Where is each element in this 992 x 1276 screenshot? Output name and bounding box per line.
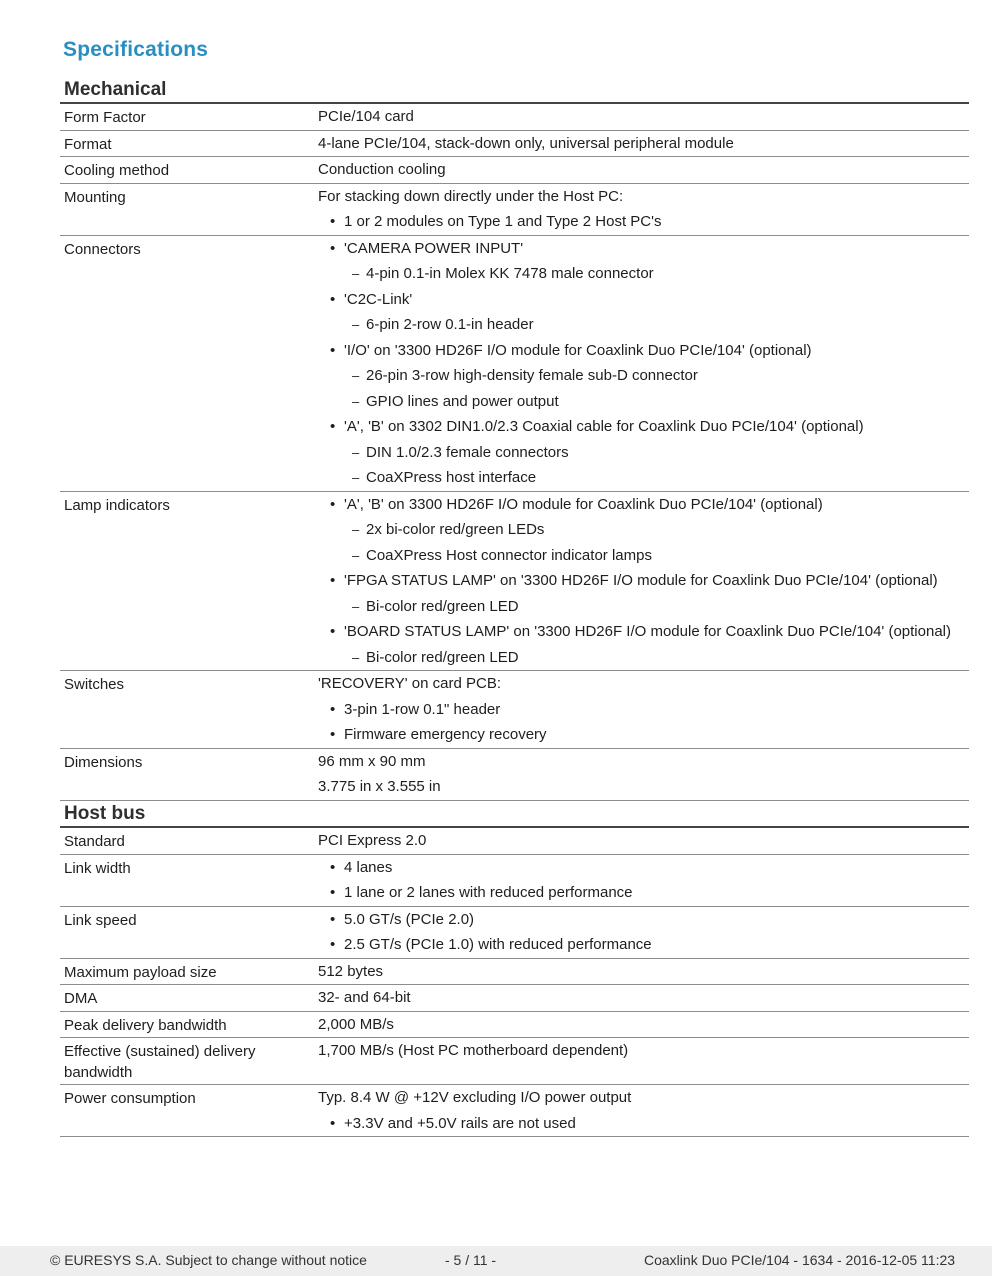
bullet-item: • 3-pin 1-row 0.1" header: [318, 697, 969, 723]
spec-label: Cooling method: [64, 162, 170, 179]
spec-label: Effective (sustained) delivery bandwidth: [64, 1043, 256, 1081]
spec-value: 4-lane PCIe/104, stack-down only, universal peripheral module: [318, 134, 734, 152]
spec-label: Peak delivery bandwidth: [64, 1016, 227, 1034]
sub-item: – 2x bi-color red/green LEDs: [318, 517, 969, 543]
spec-values: [318, 907, 969, 958]
bullet-item: • 1 lane or 2 lanes with reduced performance: [318, 880, 969, 906]
spec-label: Maximum payload size: [64, 963, 217, 981]
spec-row: [60, 907, 969, 959]
spec-row: [60, 828, 969, 855]
spec-label: Format: [64, 135, 112, 153]
spec-value: 32- and 64-bit: [318, 989, 411, 1006]
page-footer: [0, 1246, 992, 1276]
spec-value: 1,700 MB/s (Host PC motherboard dependent): [318, 1042, 629, 1059]
section-heading: Mechanical: [60, 78, 969, 104]
spec-value: 'RECOVERY' on card PCB:: [318, 675, 502, 692]
section-host-bus: [60, 802, 969, 1137]
spec-value: 96 mm x 90 mm: [318, 752, 426, 770]
spec-values: [318, 492, 969, 671]
sub-item: – 26-pin 3-row high-density female sub-D connector: [318, 363, 969, 389]
bullet-item: • 1 or 2 modules on Type 1 and Type 2 Host PC's: [318, 209, 969, 235]
spec-value: Conduction cooling: [318, 161, 446, 178]
spec-row: [60, 985, 969, 1012]
spec-values: [318, 131, 969, 157]
sub-item: – Bi-color red/green LED: [318, 645, 969, 671]
spec-row: [60, 131, 969, 158]
sub-item: – 4-pin 0.1-in Molex KK 7478 male connector: [318, 261, 969, 287]
spec-row: [60, 236, 969, 492]
spec-values: [318, 1085, 969, 1136]
spec-table: [60, 104, 969, 801]
sub-item: – 6-pin 2-row 0.1-in header: [318, 312, 969, 338]
spec-row: [60, 671, 969, 749]
spec-row: [60, 157, 969, 184]
spec-values: [318, 1038, 969, 1084]
spec-value: Typ. 8.4 W @ +12V excluding I/O power output: [318, 1089, 632, 1106]
spec-value: PCI Express 2.0: [318, 832, 427, 849]
spec-values: [318, 828, 969, 854]
spec-row: [60, 184, 969, 236]
spec-values: [318, 985, 969, 1011]
spec-label: Switches: [64, 676, 125, 693]
spec-value: 3.775 in x 3.555 in: [318, 778, 441, 795]
bullet-item: • 'A', 'B' on 3300 HD26F I/O module for Coaxlink Duo PCIe/104' (optional): [318, 492, 969, 518]
sub-item: – DIN 1.0/2.3 female connectors: [318, 440, 969, 466]
sub-item: – CoaXPress host interface: [318, 465, 969, 491]
spec-value: For stacking down directly under the Host PC:: [318, 187, 624, 205]
page-title: Specifications: [63, 38, 209, 61]
footer-page-number: - 5 / 11 -: [445, 1252, 497, 1268]
spec-label: Form Factor: [64, 109, 146, 126]
spec-values: [318, 855, 969, 906]
bullet-item: • +3.3V and +5.0V rails are not used: [318, 1111, 969, 1137]
spec-row: [60, 1012, 969, 1039]
footer-document-id: Coaxlink Duo PCIe/104 - 1634 - 2016-12-05 11:23: [644, 1252, 956, 1268]
sub-item: – CoaXPress Host connector indicator lamps: [318, 543, 969, 569]
spec-values: [318, 236, 969, 491]
spec-row: [60, 1038, 969, 1085]
sub-item: – Bi-color red/green LED: [318, 594, 969, 620]
spec-label: Standard: [64, 833, 125, 850]
bullet-item: • 'CAMERA POWER INPUT': [318, 236, 969, 262]
spec-row: [60, 959, 969, 986]
bullet-item: • 2.5 GT/s (PCIe 1.0) with reduced performance: [318, 932, 969, 958]
bullet-item: • 5.0 GT/s (PCIe 2.0): [318, 907, 969, 933]
section-heading: Host bus: [60, 802, 969, 828]
bullet-item: • 'A', 'B' on 3302 DIN1.0/2.3 Coaxial cable for Coaxlink Duo PCIe/104' (optional): [318, 414, 969, 440]
spec-values: [318, 749, 969, 800]
spec-row: [60, 855, 969, 907]
spec-values: [318, 157, 969, 183]
spec-row: [60, 1085, 969, 1137]
spec-value: 2,000 MB/s: [318, 1015, 394, 1033]
spec-label: Dimensions: [64, 753, 143, 771]
sub-item: – GPIO lines and power output: [318, 389, 969, 415]
spec-row: [60, 104, 969, 131]
spec-label: Link width: [64, 859, 131, 877]
spec-table: [60, 828, 969, 1137]
bullet-item: • 'FPGA STATUS LAMP' on '3300 HD26F I/O module for Coaxlink Duo PCIe/104' (optional): [318, 568, 969, 594]
bullet-item: • 'C2C-Link': [318, 287, 969, 313]
spec-values: [318, 671, 969, 748]
bullet-item: • 4 lanes: [318, 855, 969, 881]
bullet-item: • 'I/O' on '3300 HD26F I/O module for Coaxlink Duo PCIe/104' (optional): [318, 338, 969, 364]
spec-values: [318, 1012, 969, 1038]
spec-values: [318, 104, 969, 130]
spec-label: DMA: [64, 990, 98, 1007]
section-mechanical: [60, 78, 969, 801]
bullet-item: • Firmware emergency recovery: [318, 722, 969, 748]
spec-values: [318, 959, 969, 985]
footer-copyright: © EURESYS S.A. Subject to change without notice: [50, 1252, 367, 1268]
spec-row: [60, 492, 969, 672]
bullet-item: • 'BOARD STATUS LAMP' on '3300 HD26F I/O module for Coaxlink Duo PCIe/104' (optional): [318, 619, 969, 645]
spec-label: Link speed: [64, 911, 137, 929]
spec-label: Power consumption: [64, 1090, 196, 1107]
spec-label: Lamp indicators: [64, 496, 170, 514]
spec-row: [60, 749, 969, 801]
spec-value: 512 bytes: [318, 962, 384, 980]
spec-values: [318, 184, 969, 235]
spec-label: Connectors: [64, 240, 141, 258]
spec-label: Mounting: [64, 188, 126, 206]
spec-value: PCIe/104 card: [318, 108, 414, 125]
